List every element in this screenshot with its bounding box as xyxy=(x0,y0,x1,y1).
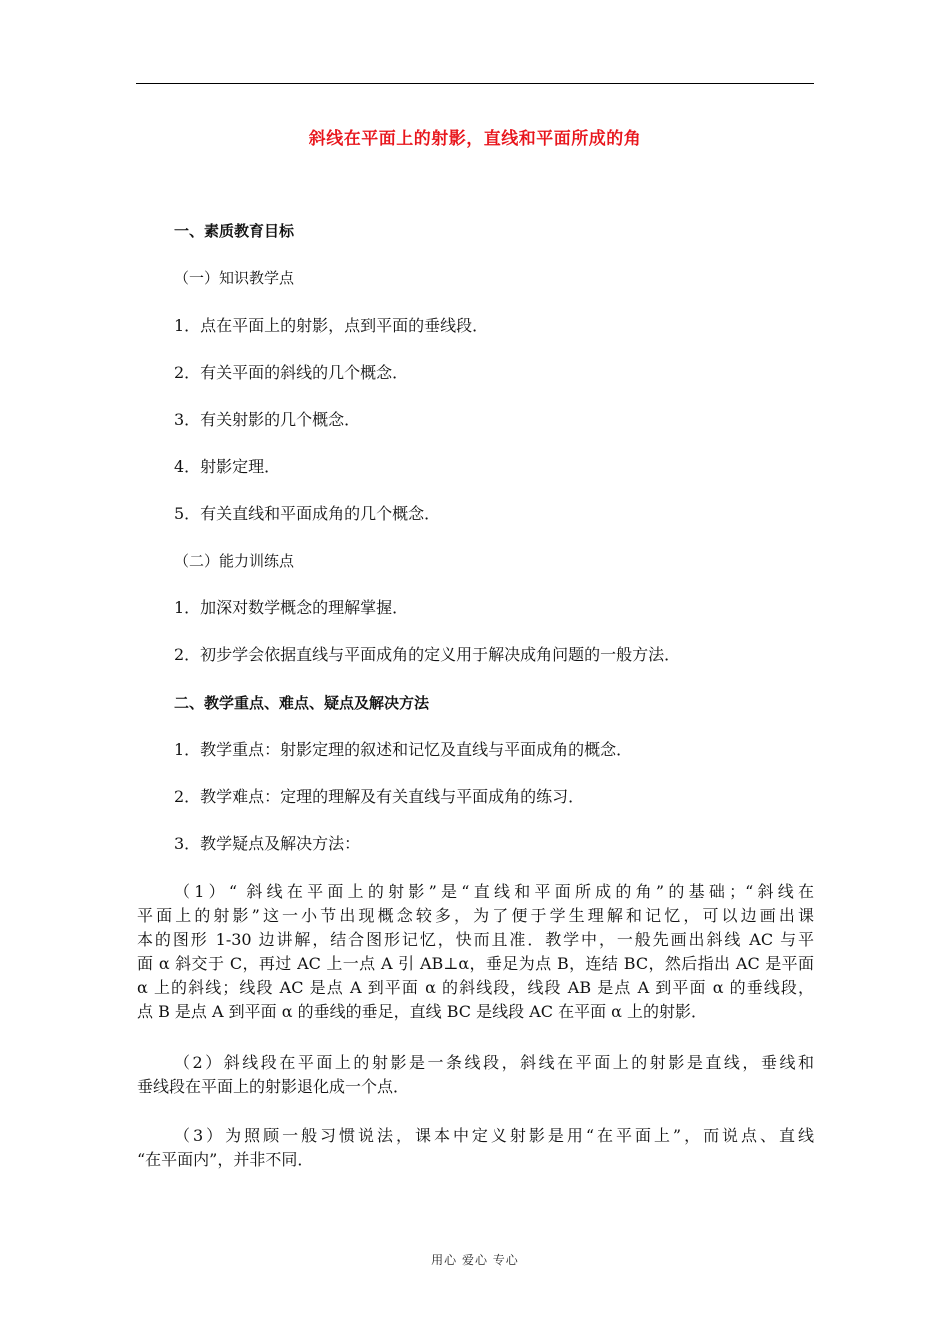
list-item: 2．教学难点：定理的理解及有关直线与平面成角的练习． xyxy=(174,787,585,806)
header-rule xyxy=(136,83,814,84)
list-item: 1．加深对数学概念的理解掌握． xyxy=(174,598,409,617)
list-item: 2．有关平面的斜线的几个概念． xyxy=(174,363,409,382)
paragraph-line: （1）“ 斜线在平面上的射影”是“直线和平面所成的角”的基础；“斜线在 xyxy=(174,882,814,901)
page-footer: 用心 爱心 专心 xyxy=(431,1253,519,1267)
list-item: 5．有关直线和平面成角的几个概念． xyxy=(174,504,441,523)
paragraph-line: 垂线段在平面上的射影退化成一个点． xyxy=(137,1077,410,1096)
section-heading-2: 二、教学重点、难点、疑点及解决方法 xyxy=(174,694,430,712)
list-item: 1．点在平面上的射影，点到平面的垂线段． xyxy=(174,316,489,335)
paragraph-line: 点 B 是点 A 到平面 α 的垂线的垂足，直线 BC 是线段 AC 在平面 α 上的射影． xyxy=(137,1002,708,1021)
paragraph-1 xyxy=(137,880,814,1024)
paragraph-line: 面 α 斜交于 C，再过 AC 上一点 A 引 AB⊥α，垂足为点 B，连结 BC，然后指出 AC 是平面 xyxy=(137,954,814,973)
subsection-label-ability: （二）能力训练点 xyxy=(174,552,295,570)
list-item: 2．初步学会依据直线与平面成角的定义用于解决成角问题的一般方法． xyxy=(174,645,681,664)
paragraph-line: （3）为照顾一般习惯说法，课本中定义射影是用“在平面上”，而说点、直线 xyxy=(174,1126,814,1145)
list-item: 4．射影定理． xyxy=(174,457,281,476)
paragraph-line: “在平面内”，并非不同． xyxy=(137,1150,314,1169)
paragraph-line: （2）斜线段在平面上的射影是一条线段，斜线在平面上的射影是直线，垂线和 xyxy=(174,1053,814,1072)
subsection-label-knowledge: （一）知识教学点 xyxy=(174,269,295,287)
section-heading-1: 一、素质教育目标 xyxy=(174,222,295,240)
page-title: 斜线在平面上的射影，直线和平面所成的角 xyxy=(308,129,642,149)
paragraph-2 xyxy=(137,1051,814,1099)
paragraph-3 xyxy=(137,1124,814,1172)
list-item: 3．有关射影的几个概念． xyxy=(174,410,361,429)
paragraph-line: 本的图形 1-30 边讲解，结合图形记忆，快而且准．教学中，一般先画出斜线 AC 与平 xyxy=(137,930,814,949)
list-item: 1．教学重点：射影定理的叙述和记忆及直线与平面成角的概念． xyxy=(174,740,633,759)
paragraph-line: α 上的斜线；线段 AC 是点 A 到平面 α 的斜线段，线段 AB 是点 A 到平面 α 的垂线段， xyxy=(137,978,814,997)
paragraph-line: 平面上的射影”这一小节出现概念较多，为了便于学生理解和记忆，可以边画出课 xyxy=(137,906,814,925)
list-item: 3．教学疑点及解决方法： xyxy=(174,834,361,853)
